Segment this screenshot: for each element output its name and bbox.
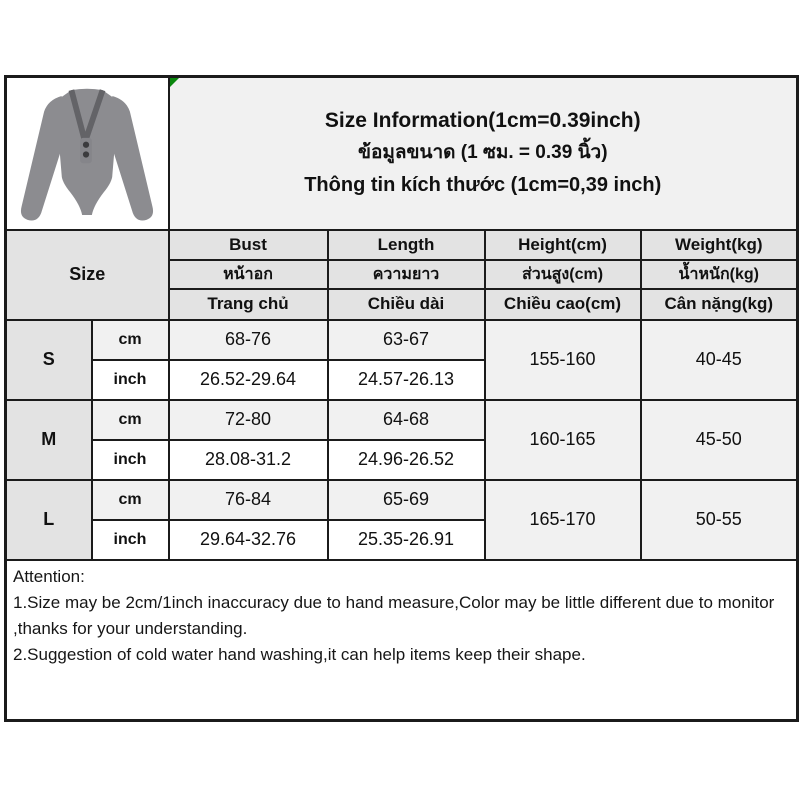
attention-row xyxy=(6,560,798,721)
s-length-cm: 63-67 xyxy=(328,320,485,360)
unit-cm: cm xyxy=(92,480,169,520)
product-image-cell xyxy=(6,77,169,230)
unit-inch: inch xyxy=(92,360,169,400)
title-row xyxy=(6,77,798,230)
button-icon xyxy=(83,141,89,147)
header-height-vi: Chiều cao(cm) xyxy=(485,289,641,320)
button-icon xyxy=(83,151,89,157)
header-weight-th: น้ำหนัก(kg) xyxy=(641,260,798,289)
m-length-cm: 64-68 xyxy=(328,400,485,440)
size-header-cell: Size xyxy=(6,230,169,320)
header-bust-th: หน้าอก xyxy=(169,260,328,289)
header-length-en: Length xyxy=(328,230,485,260)
l-weight: 50-55 xyxy=(641,480,798,560)
header-height-en: Height(cm) xyxy=(485,230,641,260)
l-height: 165-170 xyxy=(485,480,641,560)
header-bust-en: Bust xyxy=(169,230,328,260)
m-length-inch: 24.96-26.52 xyxy=(328,440,485,480)
m-bust-cm: 72-80 xyxy=(169,400,328,440)
size-label-s: S xyxy=(6,320,92,400)
l-length-cm: 65-69 xyxy=(328,480,485,520)
size-row-s-cm xyxy=(6,320,798,360)
title-cell xyxy=(169,77,798,230)
s-bust-cm: 68-76 xyxy=(169,320,328,360)
l-length-inch: 25.35-26.91 xyxy=(328,520,485,560)
l-bust-inch: 29.64-32.76 xyxy=(169,520,328,560)
attention-title: Attention: xyxy=(13,566,85,586)
size-table xyxy=(4,75,799,722)
garment-bodysuit-image xyxy=(9,81,165,228)
header-weight-en: Weight(kg) xyxy=(641,230,798,260)
l-bust-cm: 76-84 xyxy=(169,480,328,520)
m-weight: 45-50 xyxy=(641,400,798,480)
size-label-m: M xyxy=(6,400,92,480)
s-bust-inch: 26.52-29.64 xyxy=(169,360,328,400)
header-height-th: ส่วนสูง(cm) xyxy=(485,260,641,289)
title-thai: ข้อมูลขนาด (1 ซม. = 0.39 นิ้ว) xyxy=(357,142,608,164)
unit-inch: inch xyxy=(92,440,169,480)
attention-line-2: 2.Suggestion of cold water hand washing,it can help items keep their shape. xyxy=(13,644,586,664)
s-height: 155-160 xyxy=(485,320,641,400)
size-row-l-cm xyxy=(6,480,798,520)
size-row-m-cm xyxy=(6,400,798,440)
unit-inch: inch xyxy=(92,520,169,560)
title-vietnamese: Thông tin kích thước (1cm=0,39 inch) xyxy=(304,174,662,197)
unit-cm: cm xyxy=(92,320,169,360)
header-length-th: ความยาว xyxy=(328,260,485,289)
attention-cell xyxy=(6,560,798,721)
header-length-vi: Chiều dài xyxy=(328,289,485,320)
title-english: Size Information(1cm=0.39inch) xyxy=(324,109,641,133)
unit-cm: cm xyxy=(92,400,169,440)
header-row-english xyxy=(6,230,798,260)
attention-line-1: 1.Size may be 2cm/1inch inaccuracy due to hand measure,Color may be little different due to monitor ,thanks for your understanding. xyxy=(13,592,775,638)
size-label-l: L xyxy=(6,480,92,560)
s-length-inch: 24.57-26.13 xyxy=(328,360,485,400)
header-bust-vi: Trang chủ xyxy=(169,289,328,320)
s-weight: 40-45 xyxy=(641,320,798,400)
header-weight-vi: Cân nặng(kg) xyxy=(641,289,798,320)
m-bust-inch: 28.08-31.2 xyxy=(169,440,328,480)
green-corner-marker-icon xyxy=(170,78,179,87)
m-height: 160-165 xyxy=(485,400,641,480)
